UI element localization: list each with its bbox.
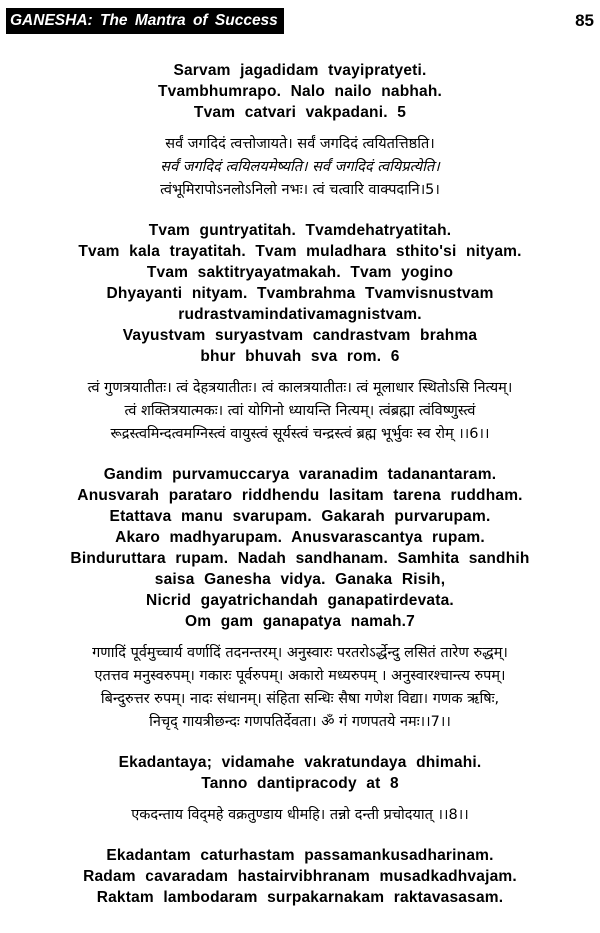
verse-line: bhur bhuvah sva rom. 6 (200, 348, 400, 365)
devanagari-line: सर्वं जगदिदं त्वत्तोजायते। सर्वं जगदिदं त्वयितत्तिष्ठति। (165, 136, 435, 152)
devanagari-line: एकदन्ताय विद्‌महे वक्रतुण्डाय धीमहि। तन्नो दन्ती प्रचोदयात्‌ ।।8।। (131, 807, 469, 823)
devanagari-line: सर्वं जगदिदं त्वयिलयमेष्यति। सर्वं जगदिदं त्वयिप्रत्येति। (160, 159, 440, 175)
devanagari-line: गणादिं पूर्वमुच्चार्य वर्णादिं तदनन्तरम्‌। अनुस्वारः परतरोऽर्द्धेन्दु लसितं तारेण रुद्धम्‌। (92, 645, 508, 661)
verse-line: Anusvarah parataro riddhendu lasitam tarena ruddham. (77, 487, 523, 504)
devanagari-line: रूद्रस्त्वमिन्दत्वमग्निस्त्वं वायुस्त्वं सूर्यस्त्वं चन्द्रस्त्वं ब्रह्म भूर्भुवः स्व रोम्‌ ।।6।। (110, 426, 490, 442)
verse-7-devanagari (0, 642, 600, 734)
verse-line: Tvam saktitryayatmakah. Tvam yogino (146, 264, 454, 281)
verse-line: Ekadantam caturhastam passamankusadharinam. (106, 847, 494, 864)
verse-line: Nicrid gayatrichandah ganapatirdevata. (146, 592, 454, 609)
devanagari-line: निचृद् गायत्रीछन्दः गणपतिर्देवता। ॐ गं गणपतये नमः।।7।। (149, 714, 451, 730)
verse-5-devanagari (0, 133, 600, 202)
verse-8-roman (0, 752, 600, 794)
verse-line: rudrastvamindativamagnistvam. (178, 306, 422, 323)
verse-6-devanagari (0, 377, 600, 446)
page-number: 85 (575, 11, 594, 30)
verse-line: Sarvam jagadidam tvayipratyeti. (173, 62, 427, 79)
verse-line: Ekadantaya; vidamahe vakratundaya dhimahi. (118, 754, 482, 771)
verse-line: Raktam lambodaram surpakarnakam raktavasasam. (96, 889, 504, 906)
verse-line: Tanno dantipracody at 8 (201, 775, 399, 792)
devanagari-line: त्वंभूमिरापोऽनलोऽनिलो नभः। त्वं चत्वारि वाक्पदानि।5। (160, 182, 440, 198)
verse-line: Binduruttara rupam. Nadah sandhanam. Samhita sandhih (70, 550, 530, 567)
verse-line: Gandim purvamuccarya varanadim tadanantaram. (103, 466, 497, 483)
verse-line: Tvam catvari vakpadani. 5 (193, 104, 407, 121)
verse-line: Dhyayanti nityam. Tvambrahma Tvamvisnustvam (106, 285, 494, 302)
verse-9-roman (0, 845, 600, 908)
devanagari-line: त्वं शक्तित्रयात्मकः। त्वां योगिनो ध्यायन्ति नित्यम्। त्वंब्रह्मा त्वंविष्णुस्त्वं (124, 403, 476, 419)
devanagari-line: एतत्तव मनुस्वरुपम्‌। गकारः पूर्वरुपम्‌। अकारो मध्यरुपम्‌ । अनुस्वारश्चान्त्य रुपम्‌। (94, 668, 506, 684)
verse-7-roman (0, 464, 600, 632)
running-title: GANESHA: The Mantra of Success (6, 8, 284, 34)
devanagari-line: त्वं गुणत्रयातीतः। त्वं देहत्रयातीतः। त्वं कालत्रयातीतः। त्वं मूलाधार स्थितोऽसि नित्यम्। (87, 380, 513, 396)
devanagari-line: बिन्दुरुत्तर रुपम्‌। नादः संधानम्‌। संहिता सन्धिः सैषा गणेश विद्या। गणक ऋषिः, (100, 691, 500, 707)
verse-5-roman (0, 60, 600, 123)
verse-line: Etattava manu svarupam. Gakarah purvarupam. (109, 508, 491, 525)
verse-line: Tvam kala trayatitah. Tvam muladhara sthito'si nityam. (78, 243, 522, 260)
verse-line: Tvam guntryatitah. Tvamdehatryatitah. (148, 222, 452, 239)
verse-line: Radam cavaradam hastairvibhranam musadkadhvajam. (83, 868, 517, 885)
verse-8-devanagari (0, 804, 600, 827)
verse-line: Vayustvam suryastvam candrastvam brahma (122, 327, 478, 344)
verse-6-roman (0, 220, 600, 367)
verse-line: Om gam ganapatya namah.7 (185, 613, 415, 630)
verse-line: saisa Ganesha vidya. Ganaka Risih, (154, 571, 446, 588)
verse-line: Akaro madhyarupam. Anusvarascantya rupam. (115, 529, 485, 546)
running-header (6, 8, 594, 34)
page-body (0, 60, 600, 908)
verse-line: Tvambhumrapo. Nalo nailo nabhah. (157, 83, 443, 100)
